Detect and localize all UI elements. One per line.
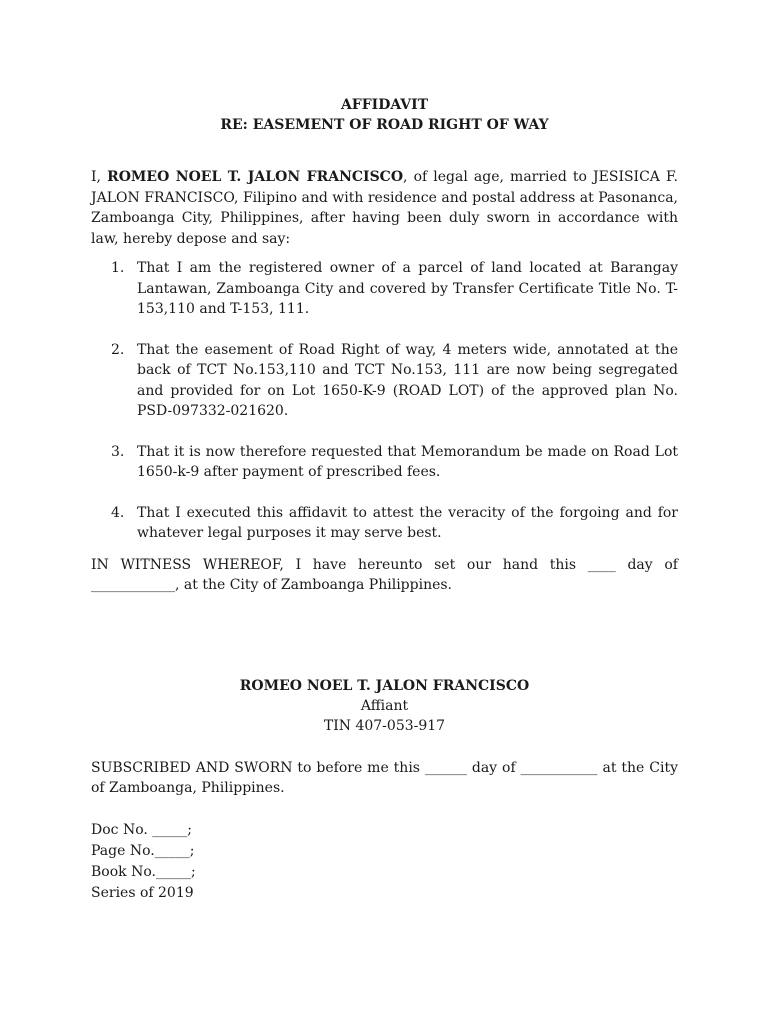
witness-paragraph: IN WITNESS WHEREOF, I have hereunto set our hand this ____ day of ____________, at the City of Zamboanga Philippines. <box>91 556 678 593</box>
affidavit-page <box>91 95 678 904</box>
jurat-paragraph: SUBSCRIBED AND SWORN to before me this ______ day of ___________ at the City of Zamboanga, Philippines. <box>91 759 678 796</box>
list-item <box>91 340 678 422</box>
notarial-register <box>91 820 678 904</box>
intro-paragraph <box>91 167 678 249</box>
page-no-line: Page No._____; <box>91 842 195 859</box>
affiant-role: Affiant <box>360 697 409 714</box>
list-item-text: That the easement of Road Right of way, 4 meters wide, annotated at the back of TCT No.153,110 and TCT No.153, 111 are now being segregated and provided for on Lot 1650-K-9 (ROAD LOT) of the approved plan No. PSD-097332-021620. <box>137 341 678 419</box>
document-subtitle: RE: EASEMENT OF ROAD RIGHT OF WAY <box>220 117 549 133</box>
document-title: AFFIDAVIT <box>340 97 429 113</box>
doc-no-line: Doc No. _____; <box>91 821 192 838</box>
list-item-text: That I executed this affidavit to attest the veracity of the forgoing and for whatever legal purposes it may serve best. <box>137 504 678 541</box>
series-line: Series of 2019 <box>91 884 194 901</box>
affiant-block <box>91 676 678 737</box>
book-no-line: Book No._____; <box>91 863 196 880</box>
list-item <box>91 442 678 483</box>
affiant-name: ROMEO NOEL T. JALON FRANCISCO <box>239 677 530 694</box>
deposition-list <box>91 258 678 544</box>
list-item-number: 3. <box>111 443 125 460</box>
list-item-text: That I am the registered owner of a parcel of land located at Barangay Lantawan, Zamboanga City and covered by Transfer Certificate Title No. T-153,110 and T-153, 111. <box>137 260 678 317</box>
list-item <box>91 258 678 320</box>
intro-text: , of legal age, married to JESISICA F. JALON FRANCISCO, Filipino and with residence and postal address at Pasonanca, Zamboanga City, Philippines, after having been duly sworn in accordance with law, hereby depose and say: <box>91 169 678 247</box>
list-item-text: That it is now therefore requested that Memorandum be made on Road Lot 1650-k-9 after payment of prescribed fees. <box>137 443 678 480</box>
list-item-number: 1. <box>111 260 125 276</box>
list-item <box>91 503 678 544</box>
affiant-tin: TIN 407-053-917 <box>323 718 446 734</box>
list-item-number: 2. <box>111 341 125 358</box>
list-item-number: 4. <box>111 504 125 521</box>
affiant-name-inline: ROMEO NOEL T. JALON FRANCISCO <box>107 169 404 185</box>
intro-prefix: I, <box>91 169 108 185</box>
